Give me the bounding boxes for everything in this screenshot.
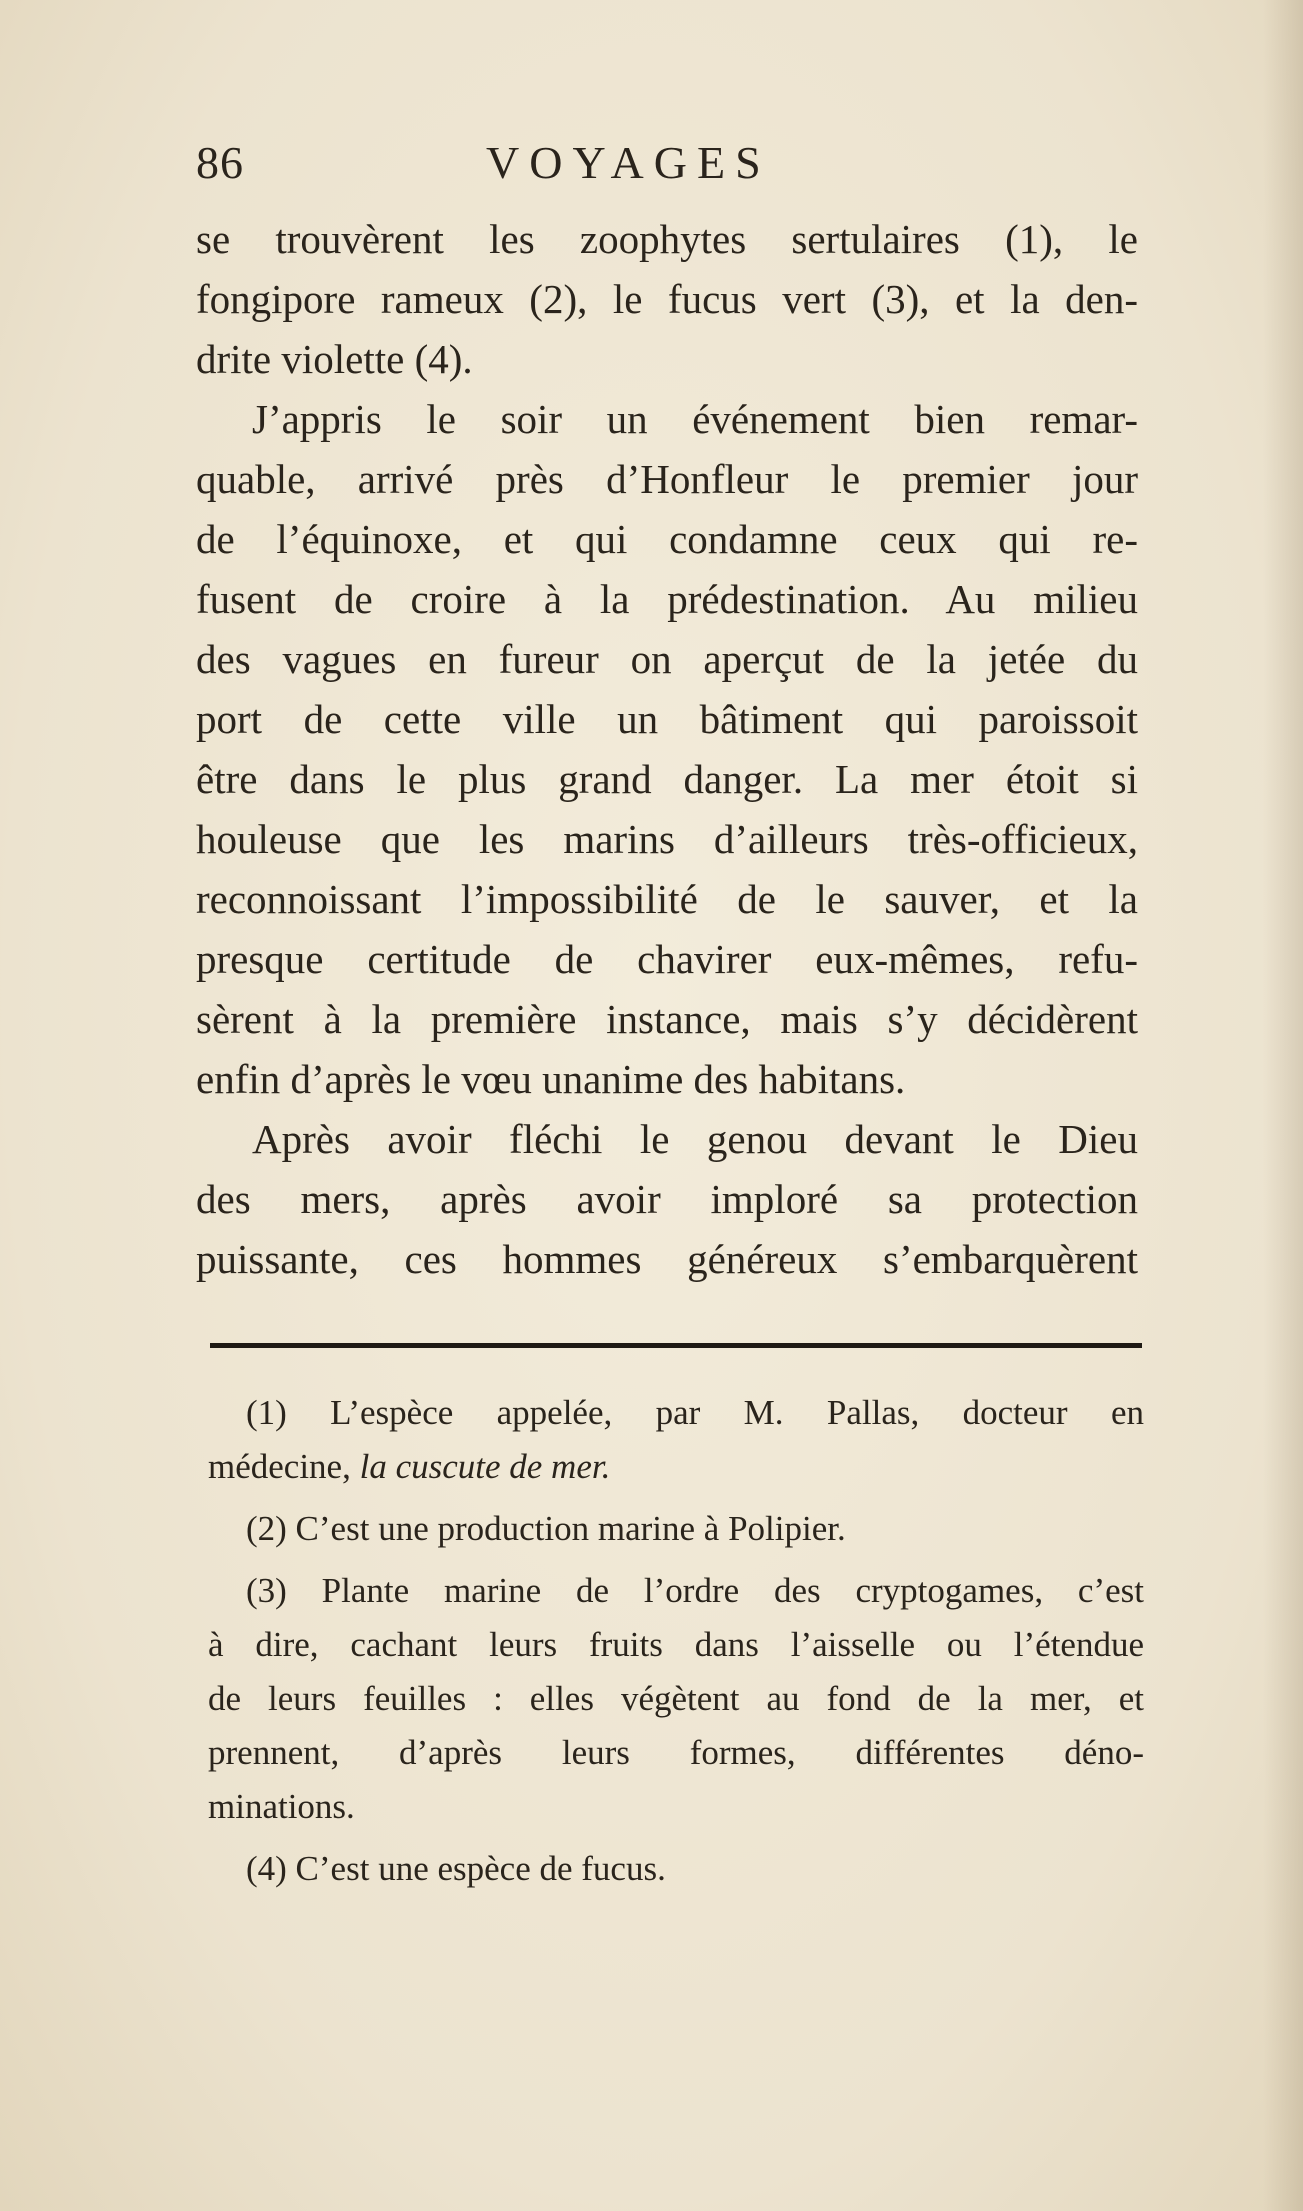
text-line: des vagues en fureur on aperçut de la jetée du: [196, 636, 1138, 682]
text-line: Après avoir fléchi le genou devant le Dieu: [252, 1116, 1138, 1162]
text-line: presque certitude de chavirer eux-mêmes, refu-: [196, 936, 1138, 982]
footnote-line: à dire, cachant leurs fruits dans l’aisselle ou l’étendue: [208, 1625, 1144, 1664]
text-line: port de cette ville un bâtiment qui paroissoit: [196, 696, 1138, 742]
footnote-italic-text: la cuscute de mer.: [359, 1447, 611, 1486]
footnote-line: [208, 1440, 1144, 1494]
text-line: drite violette (4).: [196, 336, 473, 382]
text-line: enfin d’après le vœu unanime des habitans.: [196, 1056, 906, 1102]
text-line: être dans le plus grand danger. La mer étoit si: [196, 756, 1138, 802]
footnote-rule: [210, 1343, 1142, 1348]
footnote-line: (1) L’espèce appelée, par M. Pallas, docteur en: [246, 1393, 1144, 1432]
footnote-line: minations.: [208, 1787, 355, 1826]
footnote-line: (2) C’est une production marine à Polipier.: [246, 1509, 846, 1548]
page-header: [196, 130, 1156, 190]
text-line: J’appris le soir un événement bien remar-: [252, 396, 1138, 442]
running-head: VOYAGES: [486, 137, 771, 188]
text-line: houleuse que les marins d’ailleurs très-officieux,: [196, 816, 1138, 862]
footnote-line: (3) Plante marine de l’ordre des cryptogames, c’est: [246, 1571, 1144, 1610]
footnotes: [208, 1386, 1144, 1896]
spine-shadow: [1263, 0, 1303, 2211]
page-number: 86: [196, 137, 244, 188]
text-line: de l’équinoxe, et qui condamne ceux qui re-: [196, 516, 1138, 562]
text-line: fusent de croire à la prédestination. Au milieu: [196, 576, 1138, 622]
text-line: puissante, ces hommes généreux s’embarquèrent: [196, 1236, 1138, 1282]
text-line: reconnoissant l’impossibilité de le sauver, et la: [196, 876, 1138, 922]
text-line: sèrent à la première instance, mais s’y décidèrent: [196, 996, 1138, 1042]
text-line: des mers, après avoir imploré sa protection: [196, 1176, 1138, 1222]
main-text: [196, 209, 1138, 1289]
text-line: se trouvèrent les zoophytes sertulaires (1), le: [196, 216, 1138, 262]
footnote-line: de leurs feuilles : elles végètent au fond de la mer, et: [208, 1679, 1144, 1718]
footnote-line: (4) C’est une espèce de fucus.: [246, 1849, 666, 1888]
text-line: quable, arrivé près d’Honfleur le premier jour: [196, 456, 1138, 502]
footnote-text: médecine,: [208, 1447, 360, 1486]
footnote-line: prennent, d’après leurs formes, différentes déno-: [208, 1733, 1144, 1772]
text-line: fongipore rameux (2), le fucus vert (3), et la den-: [196, 276, 1138, 322]
